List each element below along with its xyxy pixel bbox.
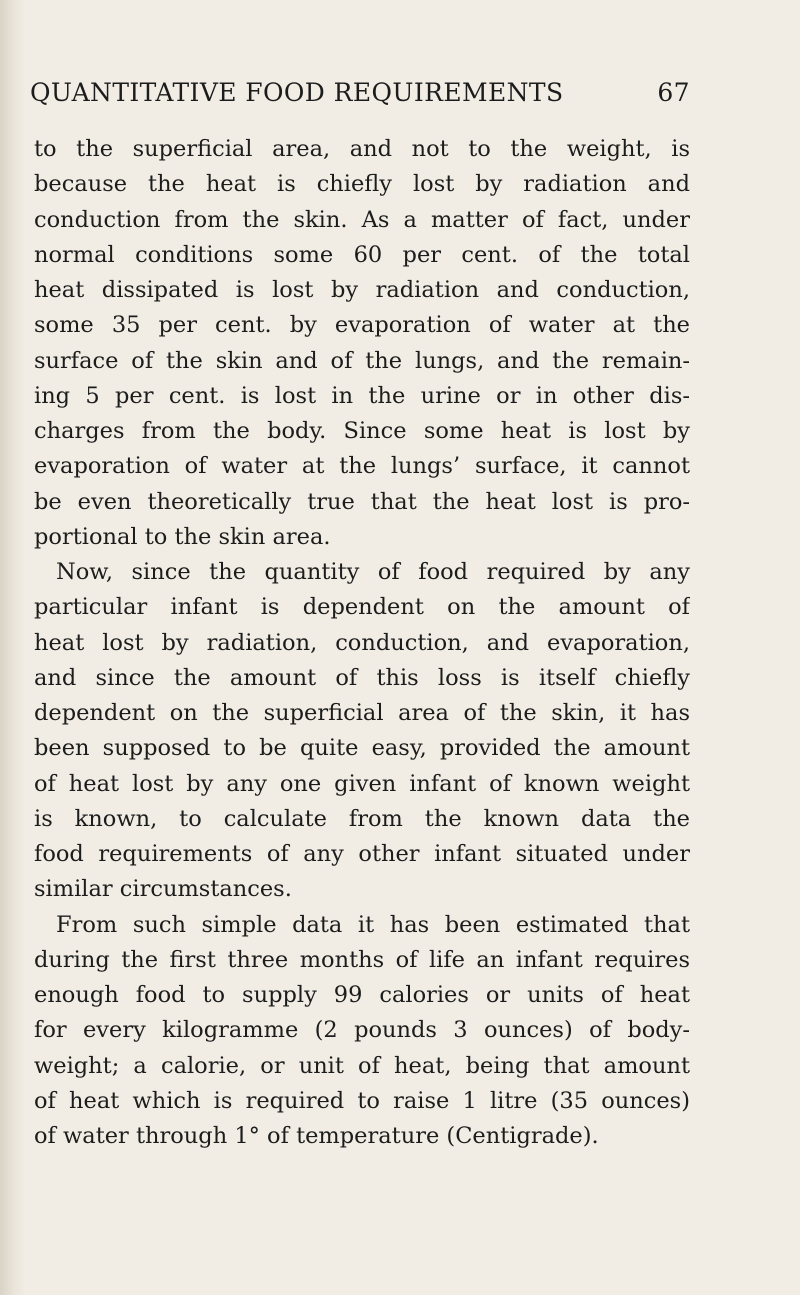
text-line: heat lost by radiation, conduction, and evaporation, bbox=[34, 629, 690, 656]
text-line: heat dissipated is lost by radiation and conduction, bbox=[34, 277, 690, 303]
text-line: portional to the skin area. bbox=[34, 523, 331, 550]
text-line: charges from the body. Since some heat is lost by bbox=[34, 418, 690, 444]
text-line: for every kilogramme (2 pounds 3 ounces) of body- bbox=[34, 1017, 690, 1044]
text-line: of heat lost by any one given infant of known weight bbox=[34, 770, 690, 797]
text-line: to the superficial area, and not to the weight, is bbox=[34, 136, 690, 162]
text-line: conduction from the skin. As a matter of fact, under bbox=[34, 206, 690, 233]
text-line: weight; a calorie, or unit of heat, being that amount bbox=[34, 1052, 690, 1079]
text-line: evaporation of water at the lungs’ surface, it cannot bbox=[34, 453, 690, 480]
text-line: of heat which is required to raise 1 litre (35 ounces) bbox=[34, 1087, 690, 1114]
text-line: surface of the skin and of the lungs, and the remain- bbox=[34, 347, 690, 374]
running-head bbox=[30, 78, 690, 118]
text-line: dependent on the superficial area of the skin, it has bbox=[34, 700, 690, 726]
text-line: is known, to calculate from the known data the bbox=[34, 805, 690, 832]
text-line: some 35 per cent. by evaporation of water at the bbox=[34, 312, 690, 339]
text-line: enough food to supply 99 calories or units of heat bbox=[34, 982, 690, 1008]
text-line: Now, since the quantity of food required by any bbox=[56, 559, 690, 585]
text-line: be even theoretically true that the heat lost is pro- bbox=[34, 488, 690, 515]
text-line: particular infant is dependent on the amount of bbox=[34, 594, 690, 621]
page-gutter-shadow bbox=[0, 0, 26, 1295]
text-line: because the heat is chiefly lost by radiation and bbox=[34, 171, 690, 198]
body-text bbox=[34, 132, 690, 1154]
text-line: during the first three months of life an infant requires bbox=[34, 946, 690, 973]
page-number: 67 bbox=[657, 78, 690, 107]
text-line: food requirements of any other infant situated under bbox=[34, 841, 690, 867]
text-line: normal conditions some 60 per cent. of the total bbox=[34, 241, 690, 268]
text-line: From such simple data it has been estimated that bbox=[56, 911, 690, 938]
text-line: of water through 1° of temperature (Centigrade). bbox=[34, 1123, 599, 1149]
text-line: and since the amount of this loss is itself chiefly bbox=[34, 664, 690, 691]
text-line: similar circumstances. bbox=[34, 876, 292, 903]
running-title: QUANTITATIVE FOOD REQUIREMENTS bbox=[30, 78, 564, 107]
text-line: been supposed to be quite easy, provided the amount bbox=[34, 735, 690, 762]
book-page bbox=[30, 78, 690, 1154]
text-line: ing 5 per cent. is lost in the urine or in other dis- bbox=[34, 382, 690, 409]
